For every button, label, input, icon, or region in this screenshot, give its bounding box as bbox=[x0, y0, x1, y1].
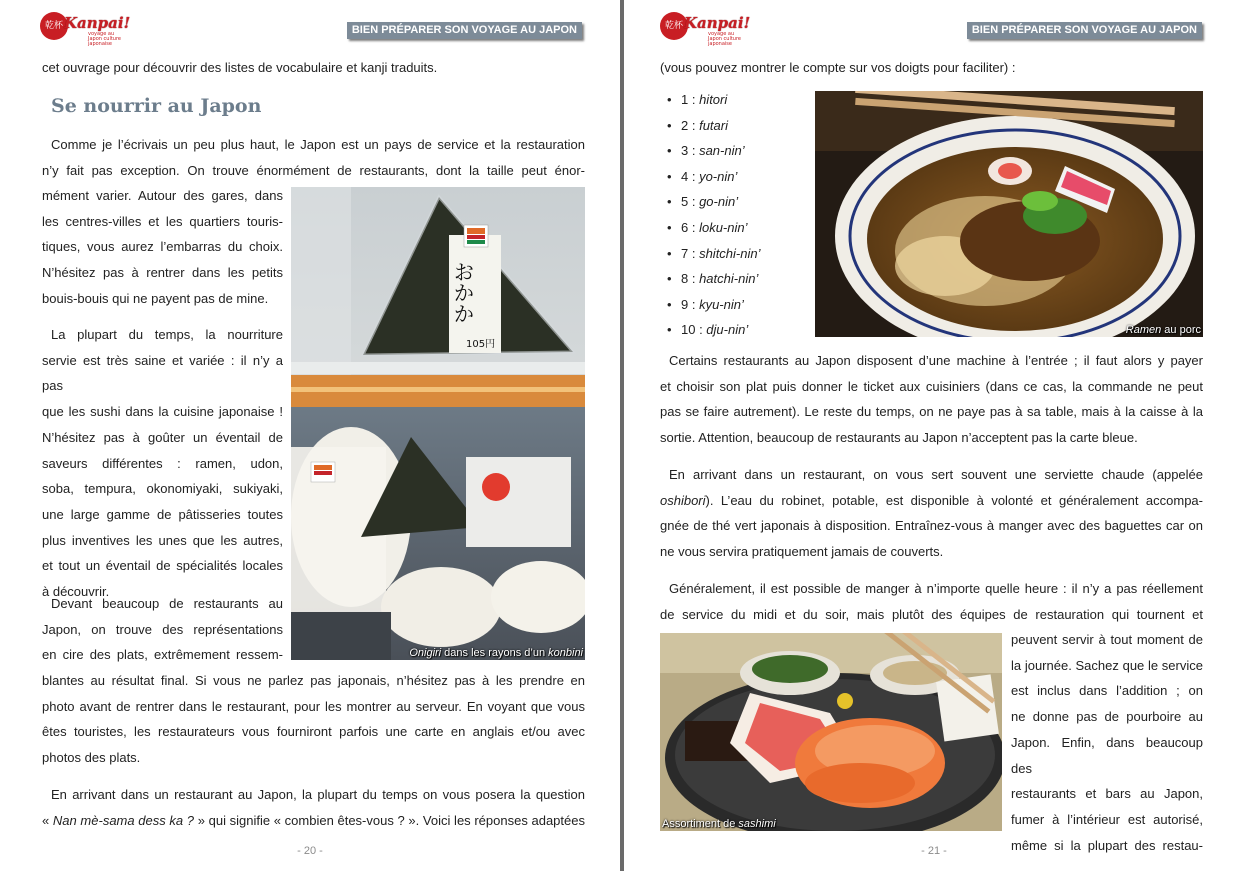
text-line: bouis-bouis qui ne payent pas de mine. bbox=[42, 290, 269, 306]
text-line: N’hésitez pas à goûter un éventail de bbox=[42, 429, 283, 445]
text-line bbox=[660, 488, 1203, 514]
ramen-photo bbox=[815, 91, 1203, 337]
text-line: restaurants et bars au Japon, bbox=[1011, 786, 1203, 802]
text-line: saveurs différentes : ramen, udon, bbox=[42, 455, 283, 471]
text-line: mément varier. Autour des gares, dans bbox=[42, 188, 283, 203]
paragraph-2 bbox=[42, 322, 283, 605]
caption-text: au porc bbox=[1161, 324, 1201, 336]
text-line: pas se faire autrement). Le reste du temps, on ne paye pas à sa table, mais à la caisse à la bbox=[660, 404, 1203, 420]
paragraph-2 bbox=[660, 462, 1203, 565]
paragraph-1 bbox=[660, 348, 1203, 451]
text-line: photo avant de rentrer dans le restaurant, pour les montrer au serveur. En voyant que vous bbox=[42, 698, 585, 714]
text-line: soba, tempura, okonomiyaki, sukiyaki, bbox=[42, 481, 283, 497]
text-line: fumer à l’intérieur est autorisé, bbox=[1011, 811, 1203, 827]
text-line: la journée. Sachez que le service bbox=[1011, 657, 1203, 673]
onigiri-photo bbox=[291, 187, 585, 660]
page-number: - 21 - bbox=[921, 845, 947, 857]
counting-list bbox=[667, 87, 761, 343]
text-line: à découvrir. bbox=[42, 584, 110, 600]
paragraph-3-full bbox=[42, 668, 585, 771]
count-number: 8 : bbox=[681, 271, 700, 287]
count-number: 10 : bbox=[681, 322, 707, 338]
count-word: yo-nin’ bbox=[699, 168, 738, 184]
list-item bbox=[667, 164, 761, 190]
chapter-banner: BIEN PRÉPARER SON VOYAGE AU JAPON bbox=[347, 22, 582, 39]
count-number: 6 : bbox=[681, 219, 700, 235]
quote-open: « bbox=[42, 812, 53, 828]
kanpai-logo bbox=[40, 12, 131, 47]
text-line: Certains restaurants au Japon disposent d’une machine à l’entrée ; il faut alors y payer bbox=[669, 353, 1203, 368]
count-word: hatchi-nin’ bbox=[699, 271, 759, 287]
text-line: tiques, vous aurez l’embarras du choix. bbox=[42, 239, 283, 255]
count-number: 7 : bbox=[681, 245, 700, 261]
caption-italic: sashimi bbox=[738, 818, 776, 830]
text-line: ne vous servira pratiquement jamais de couverts. bbox=[660, 544, 944, 560]
onigiri-caption bbox=[409, 647, 583, 659]
text-line: de service du midi et du soir, mais plutôt des équipes de restauration qui tournent et bbox=[660, 606, 1203, 622]
list-item bbox=[667, 215, 761, 241]
text-line: servie est très saine et variée : il n’y a pas bbox=[42, 352, 283, 394]
text-line: et tout un éventail de spécialités locales bbox=[42, 558, 283, 574]
count-number: 2 : bbox=[681, 117, 700, 133]
list-item bbox=[667, 189, 761, 215]
list-item bbox=[667, 241, 761, 267]
text-line: La plupart du temps, la nourriture bbox=[51, 327, 283, 342]
text-line: Japon. Enfin, dans beaucoup des bbox=[1011, 734, 1203, 776]
text-line: ne donne pas de pourboire au bbox=[1011, 709, 1203, 725]
text-line: peuvent servir à tout moment de bbox=[1011, 632, 1203, 647]
count-word: kyu-nin’ bbox=[699, 296, 744, 312]
text-line: même si la plupart des restau- bbox=[1011, 837, 1203, 853]
count-word: hitori bbox=[699, 92, 728, 107]
list-item bbox=[667, 317, 761, 343]
text-run: ). L’eau du robinet, potable, est disponible à volonté et généralement accompa- bbox=[705, 492, 1203, 508]
logo-wordmark: Kanpai! bbox=[684, 14, 751, 32]
text-line: En arrivant dans un restaurant, on vous sert souvent une serviette chaude (appelée bbox=[669, 467, 1203, 482]
text-line: En arrivant dans un restaurant au Japon, la plupart du temps on vous posera la question bbox=[51, 787, 585, 802]
sashimi-caption bbox=[662, 818, 776, 830]
sashimi-photo bbox=[660, 633, 1002, 831]
caption-italic: Ramen bbox=[1125, 324, 1162, 336]
caption-text: Assortiment de bbox=[662, 818, 739, 830]
count-number: 1 : bbox=[681, 92, 700, 107]
text-line: blantes au résultat final. Si vous ne parlez pas japonais, n’hésitez pas à les prendre en bbox=[42, 673, 585, 688]
paragraph-3-full bbox=[660, 576, 1203, 627]
text-line: une large gamme de pâtisseries toutes bbox=[42, 506, 283, 522]
text-line: et choisir son plat puis donner le ticket aux cuisiniers (dans ce cas, la commande ne peut bbox=[660, 378, 1203, 394]
text-line: sortie. Attention, beaucoup de restaurants au Japon n’acceptent pas la carte bleue. bbox=[660, 430, 1138, 446]
ramen-caption bbox=[1126, 324, 1201, 336]
count-word: shitchi-nin’ bbox=[699, 245, 761, 261]
text-line: n’y fait pas exception. On trouve énormément de restaurants, dont la taille peut énor- bbox=[42, 162, 585, 178]
count-number: 3 : bbox=[681, 143, 700, 159]
paragraph-4 bbox=[42, 782, 585, 833]
count-word: loku-nin’ bbox=[699, 219, 748, 235]
count-number: 9 : bbox=[681, 296, 700, 312]
paragraph-3-wrap bbox=[1011, 627, 1203, 858]
logo-seal: 乾杯 bbox=[660, 12, 688, 40]
paragraph-3-wrap bbox=[42, 591, 283, 668]
text-line: en cire des plats, extrêmement ressem- bbox=[42, 647, 283, 663]
left-page bbox=[0, 0, 620, 871]
text-line: que les sushi dans la cuisine japonaise ! bbox=[42, 404, 283, 420]
logo-seal: 乾杯 bbox=[40, 12, 68, 40]
japanese-term: oshibori bbox=[660, 492, 706, 508]
kanpai-logo bbox=[660, 12, 751, 47]
text-line: N’hésitez pas à rentrer dans les petits bbox=[42, 265, 283, 281]
text-line: Devant beaucoup de restaurants au bbox=[51, 596, 283, 611]
caption-italic: Onigiri bbox=[409, 647, 442, 659]
count-number: 4 : bbox=[681, 168, 700, 184]
logo-tagline: voyage au Japon culture japonaise bbox=[88, 31, 121, 47]
onigiri-label: おかか bbox=[451, 261, 475, 324]
section-heading: Se nourrir au Japon bbox=[51, 95, 262, 117]
paragraph-1-wrap bbox=[42, 183, 283, 312]
count-word: dju-nin’ bbox=[706, 322, 749, 338]
text-line: êtes touristes, les restaurateurs vous fourniront parfois une carte en anglais et/ou avec bbox=[42, 724, 585, 740]
text-run: » qui signifie « combien êtes-vous ? ». Voici les réponses adaptées bbox=[194, 812, 585, 828]
text-line: gnée de thé vert japonais à disposition. Entraînez-vous à manger avec des baguettes car on bbox=[660, 518, 1203, 534]
logo-wordmark: Kanpai! bbox=[64, 14, 131, 32]
text-line: les centres-villes et les quartiers touris- bbox=[42, 213, 283, 229]
page-number: - 20 - bbox=[297, 845, 323, 857]
count-word: go-nin’ bbox=[699, 194, 739, 210]
caption-text: dans les rayons d’un bbox=[441, 647, 549, 659]
intro-line: (vous pouvez montrer le compte sur vos doigts pour faciliter) : bbox=[660, 60, 1016, 75]
text-line: est inclus dans l’addition ; on bbox=[1011, 683, 1203, 699]
count-word: futari bbox=[699, 117, 728, 133]
list-item bbox=[667, 87, 761, 113]
list-item bbox=[667, 113, 761, 139]
list-item bbox=[667, 138, 761, 164]
text-line: Comme je l’écrivais un peu plus haut, le Japon est un pays de service et la restauration bbox=[51, 137, 585, 152]
text-line: photos des plats. bbox=[42, 750, 141, 766]
text-line: Généralement, il est possible de manger à n’importe quelle heure : il n’y a pas réellement bbox=[669, 581, 1203, 596]
japanese-phrase: Nan mè-sama dess ka ? bbox=[52, 812, 195, 828]
text-line bbox=[42, 808, 585, 834]
onigiri-price: 105円 bbox=[466, 339, 496, 350]
paragraph-1-full bbox=[42, 132, 585, 183]
list-item bbox=[667, 292, 761, 318]
text-line: Japon, on trouve des représentations bbox=[42, 621, 283, 637]
chapter-banner: BIEN PRÉPARER SON VOYAGE AU JAPON bbox=[967, 22, 1202, 39]
logo-tagline: voyage au Japon culture japonaise bbox=[708, 31, 741, 47]
count-number: 5 : bbox=[681, 194, 700, 210]
list-item bbox=[667, 266, 761, 292]
text-line: plus inventives les unes que les autres, bbox=[42, 532, 283, 548]
caption-italic: konbini bbox=[548, 647, 583, 659]
intro-line: cet ouvrage pour découvrir des listes de vocabulaire et kanji traduits. bbox=[42, 60, 438, 75]
count-word: san-nin’ bbox=[699, 143, 745, 159]
